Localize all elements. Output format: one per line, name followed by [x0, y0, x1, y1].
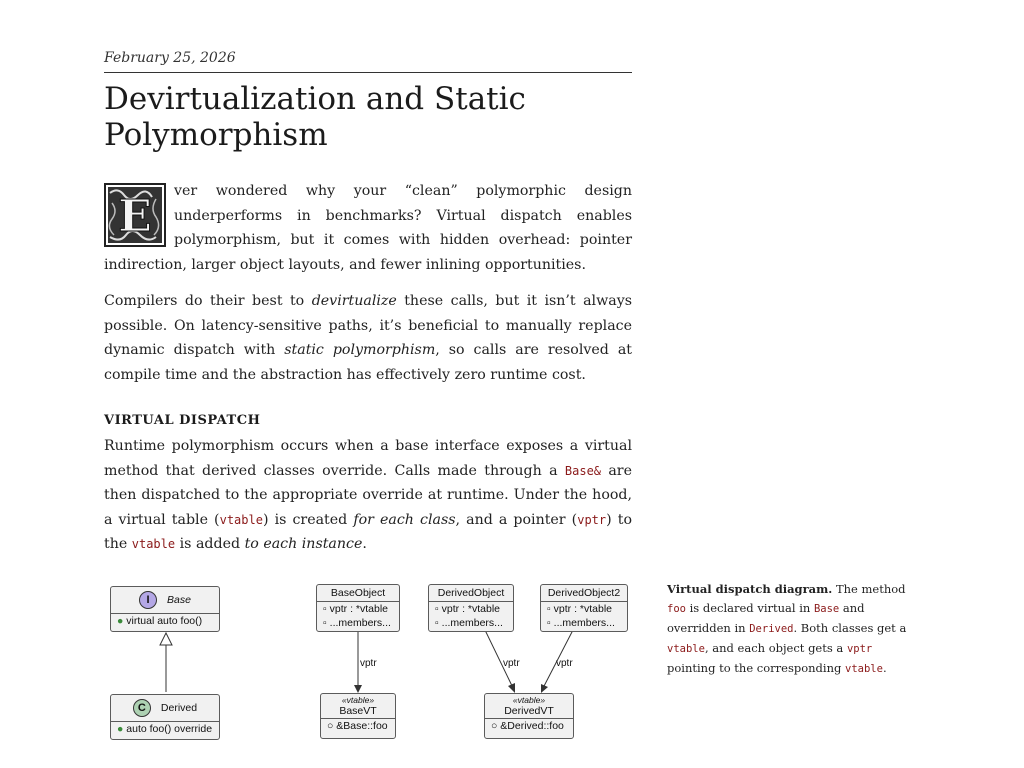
public-method-icon: ●: [117, 723, 124, 735]
base-interface-box: I Base ● virtual auto foo(): [110, 586, 220, 632]
diagram-caption: Virtual dispatch diagram. The method foo is declared virtual in Base and overridden in Derived. Both classes get a vtable, and each object gets a vptr pointing to the corresponding vtable.: [667, 582, 907, 675]
field-icon: ○: [491, 720, 498, 732]
title-rule: [104, 72, 632, 73]
virtual-dispatch-diagram: [104, 578, 636, 750]
derived-class-name: Derived: [160, 702, 198, 714]
vptr-label-derived2: vptr: [556, 658, 573, 669]
derived-class-box: C Derived ● auto foo() override: [110, 694, 220, 740]
field-icon: ○: [327, 720, 334, 732]
dropcap-letter: E: [118, 191, 152, 242]
intro-paragraph: [104, 179, 632, 277]
field-icon: ▫: [547, 603, 551, 615]
page-title: Devirtualization and Static Polymorphism: [104, 81, 526, 153]
field-icon: ▫: [435, 603, 439, 615]
vptr-label-derived: vptr: [503, 658, 520, 669]
base-interface-name: Base: [167, 594, 191, 606]
derived-vtable-box: «vtable» DerivedVT ○ &Derived::foo: [484, 693, 574, 739]
derived-object2-box: DerivedObject2 ▫ vptr : *vtable ▫ ...members...: [540, 584, 628, 632]
inheritance-arrowhead-icon: [160, 633, 172, 645]
dispatch-paragraph: Runtime polymorphism occurs when a base interface exposes a virtual method that derived classes override. Calls made through a Base& are then dispatched to the appropriate override at runtime. Under the hood, a virtual table (vtable) is created for each class, and a pointer (vptr) to the vtable is added to each instance.: [104, 438, 632, 552]
field-icon: ▫: [435, 617, 439, 629]
class-badge-icon: C: [133, 699, 151, 717]
intro-text: ver wondered why your “clean” polymorphic design underperforms in benchmarks? Virtual dispatch enables polymorphism, but it comes with hidden overhead: pointer indirection, larger object layouts, and fewer inlining opportunities.: [104, 183, 632, 273]
public-method-icon: ●: [117, 615, 124, 627]
field-icon: ▫: [323, 617, 327, 629]
article: [104, 48, 632, 569]
vptr-label-base: vptr: [360, 658, 377, 669]
derived-object-box: DerivedObject ▫ vptr : *vtable ▫ ...members...: [428, 584, 514, 632]
post-date: February 25, 2026: [104, 50, 236, 66]
dropcap-ornament-icon: [104, 183, 166, 247]
compiler-paragraph: Compilers do their best to devirtualize these calls, but it isn’t always possible. On latency-sensitive paths, it’s beneficial to manually replace dynamic dispatch with static polymorphism, so calls are resolved at compile time and the abstraction has effectively zero runtime cost.: [104, 293, 632, 383]
section-heading: VIRTUAL DISPATCH: [104, 413, 261, 428]
base-object-box: BaseObject ▫ vptr : *vtable ▫ ...members...: [316, 584, 400, 632]
field-icon: ▫: [547, 617, 551, 629]
base-vtable-box: «vtable» BaseVT ○ &Base::foo: [320, 693, 396, 739]
interface-badge-icon: I: [139, 591, 157, 609]
field-icon: ▫: [323, 603, 327, 615]
